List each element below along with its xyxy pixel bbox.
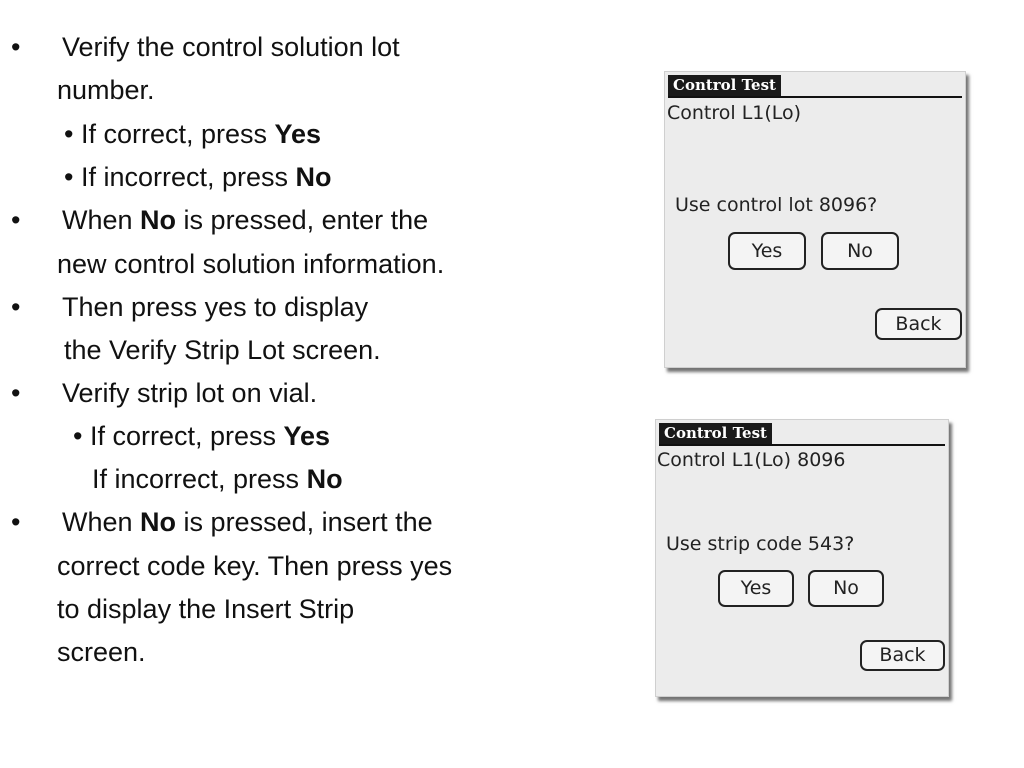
bullet-1-marker: • [11,32,21,62]
screen-1-no-button[interactable]: No [821,232,899,270]
bullet-5-line-1: When No is pressed, insert the [62,507,433,537]
screen-2-no-button[interactable]: No [808,570,884,607]
control-test-screen-2 [655,419,949,697]
bullet-1-sub-1: • If correct, press Yes [64,119,322,149]
bullet-4-line-1: Verify strip lot on vial. [62,378,318,408]
bullet-5-line-2: correct code key. Then press yes [57,551,453,581]
bullet-2-line-1: When No is pressed, enter the [62,205,429,235]
screen-1-subtitle: Control L1(Lo) [667,102,802,124]
bullet-4-sub-1: • If correct, press Yes [73,421,331,451]
bullet-1-line-1: Verify the control solution lot [62,32,400,62]
screen-2-title: Control Test [659,423,772,444]
screen-1-title: Control Test [668,75,781,96]
bullet-1-sub-2: • If incorrect, press No [64,162,332,192]
bullet-1-line-2: number. [57,75,155,105]
screen-1-yes-button[interactable]: Yes [728,232,806,270]
bullet-4-sub-2: If incorrect, press No [92,464,343,494]
bullet-3-line-1: Then press yes to display [62,292,369,322]
screen-2-prompt: Use strip code 543? [666,533,855,555]
bullet-5-marker: • [11,507,21,537]
bullet-3-line-2: the Verify Strip Lot screen. [64,335,381,365]
control-test-screen-1 [664,71,966,368]
bullet-2-marker: • [11,205,21,235]
bullet-3-marker: • [11,292,21,322]
bullet-5-line-4: screen. [57,637,146,667]
bullet-5-line-3: to display the Insert Strip [57,594,355,624]
screen-1-titlebar [668,75,962,98]
screen-1-prompt: Use control lot 8096? [675,194,878,216]
screen-2-yes-button[interactable]: Yes [718,570,794,607]
bullet-4-marker: • [11,378,21,408]
screen-1-back-button[interactable]: Back [875,308,962,340]
screen-2-back-button[interactable]: Back [860,640,945,671]
bullet-2-line-2: new control solution information. [57,249,445,279]
screen-2-subtitle: Control L1(Lo) 8096 [657,449,846,471]
screen-2-titlebar [659,423,945,446]
